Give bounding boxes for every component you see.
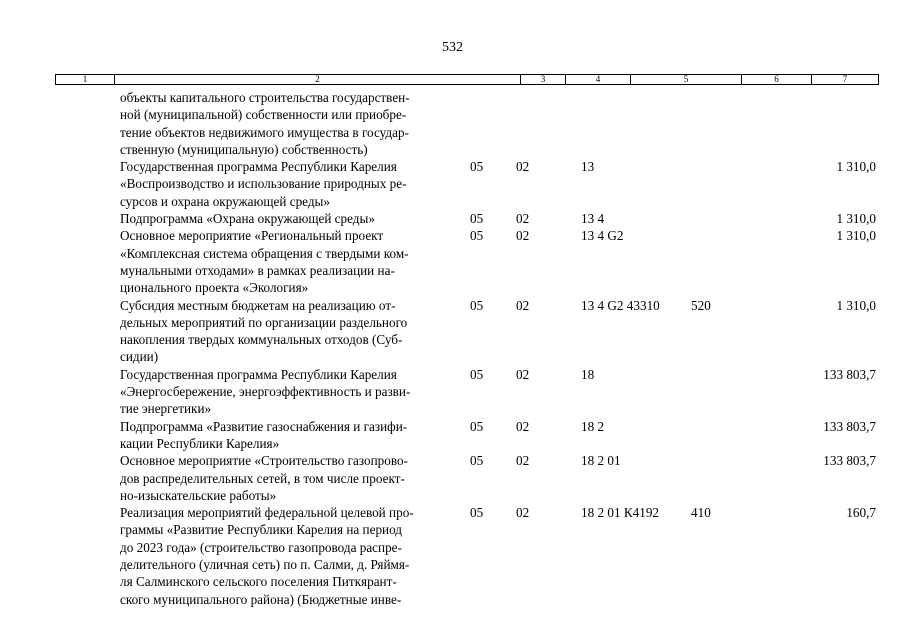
header-col-4: 4 — [566, 75, 631, 84]
row-description-line: ля Салминского сельского поселения Питкярант- — [120, 574, 397, 590]
row-description — [120, 210, 460, 227]
row-amount: 133 803,7 — [823, 453, 876, 469]
row-description — [120, 158, 460, 210]
row-description-line: ственную (муниципальную) собственность) — [120, 141, 368, 157]
row-description — [120, 297, 460, 366]
row-description-line: накопления твердых коммунальных отходов (Суб- — [120, 332, 403, 348]
row-description-line: тие энергетики» — [120, 401, 212, 417]
row-section-code: 05 — [470, 366, 484, 382]
row-description — [120, 452, 460, 504]
row-target-article: 18 2 — [581, 418, 605, 434]
row-description-line: Основное мероприятие «Региональный проект — [120, 228, 384, 244]
row-amount: 133 803,7 — [823, 366, 876, 382]
row-description-line: «Энергосбережение, энергоэффективность и разви- — [120, 384, 411, 400]
row-description-line: кации Республики Карелия» — [120, 435, 280, 451]
row-section-code: 05 — [470, 297, 484, 313]
row-description-line: мунальными отходами» в рамках реализации на- — [120, 262, 395, 278]
row-target-article: 18 — [581, 366, 595, 382]
row-description-line: Основное мероприятие «Строительство газопрово- — [120, 453, 408, 469]
header-col-5: 5 — [631, 75, 742, 84]
row-description-line: ной (муниципальной) собственности или приобре- — [120, 107, 407, 123]
row-amount: 1 310,0 — [836, 211, 876, 227]
row-description-line: сидии) — [120, 349, 159, 365]
row-amount: 133 803,7 — [823, 418, 876, 434]
row-target-article: 18 2 01 — [581, 453, 621, 469]
row-amount: 1 310,0 — [836, 297, 876, 313]
row-amount: 1 310,0 — [836, 159, 876, 175]
row-description — [120, 89, 460, 158]
header-col-3: 3 — [521, 75, 566, 84]
row-section-code: 05 — [470, 453, 484, 469]
row-description-line: Подпрограмма «Охрана окружающей среды» — [120, 211, 375, 227]
row-target-article: 13 4 G2 — [581, 228, 624, 244]
row-subsection-code: 02 — [516, 505, 530, 521]
header-col-6: 6 — [742, 75, 812, 84]
row-description-line: объекты капитального строительства государствен- — [120, 90, 410, 105]
row-description-line: Подпрограмма «Развитие газоснабжения и газифи- — [120, 418, 408, 434]
header-col-1: 1 — [56, 75, 115, 84]
row-expense-type: 410 — [691, 505, 711, 521]
row-description-line: Государственная программа Республики Карелия — [120, 366, 397, 382]
row-subsection-code: 02 — [516, 366, 530, 382]
row-target-article: 13 4 — [581, 211, 605, 227]
row-subsection-code: 02 — [516, 418, 530, 434]
row-target-article: 18 2 01 К4192 — [581, 505, 660, 521]
row-description-line: «Комплексная система обращения с твердыми ком- — [120, 245, 409, 261]
row-section-code: 05 — [470, 505, 484, 521]
row-description-line: ского муниципального района) (Бюджетные инве- — [120, 591, 402, 607]
row-section-code: 05 — [470, 211, 484, 227]
row-description-line: делительного (уличная сеть) по п. Салми, д. Ряймя- — [120, 557, 410, 573]
row-description — [120, 227, 460, 296]
row-description-line: но-изыскательские работы» — [120, 487, 277, 503]
row-section-code: 05 — [470, 159, 484, 175]
row-subsection-code: 02 — [516, 228, 530, 244]
row-description-line: «Воспроизводство и использование природных ре- — [120, 176, 407, 192]
row-description-line: сурсов и охрана окружающей среды» — [120, 193, 331, 209]
row-description-line: ционального проекта «Экология» — [120, 280, 309, 296]
row-description — [120, 418, 460, 453]
row-description-line: граммы «Развитие Республики Карелия на период — [120, 522, 403, 538]
row-section-code: 05 — [470, 418, 484, 434]
row-subsection-code: 02 — [516, 297, 530, 313]
row-subsection-code: 02 — [516, 453, 530, 469]
header-col-7: 7 — [842, 74, 848, 84]
row-description — [120, 504, 460, 608]
header-col-2: 2 — [115, 75, 521, 84]
row-description-line: дов распределительных сетей, в том числе проект- — [120, 470, 405, 486]
row-description-line: Реализация мероприятий федеральной целевой про- — [120, 505, 414, 521]
row-target-article: 13 4 G2 43310 — [581, 297, 660, 313]
row-description-line: Государственная программа Республики Карелия — [120, 159, 397, 175]
row-description — [120, 366, 460, 418]
row-target-article: 13 — [581, 159, 595, 175]
row-amount: 160,7 — [846, 505, 876, 521]
row-subsection-code: 02 — [516, 159, 530, 175]
row-description-line: Субсидия местным бюджетам на реализацию от- — [120, 297, 396, 313]
row-amount: 1 310,0 — [836, 228, 876, 244]
row-description-line: тение объектов недвижимого имущества в государ- — [120, 124, 409, 140]
row-subsection-code: 02 — [516, 211, 530, 227]
page-number: 532 — [442, 40, 463, 55]
row-description-line: дельных мероприятий по организации раздельного — [120, 314, 408, 330]
table-header — [55, 74, 879, 85]
row-expense-type: 520 — [691, 297, 711, 313]
row-description-line: до 2023 года» (строительство газопровода распре- — [120, 539, 402, 555]
row-section-code: 05 — [470, 228, 484, 244]
